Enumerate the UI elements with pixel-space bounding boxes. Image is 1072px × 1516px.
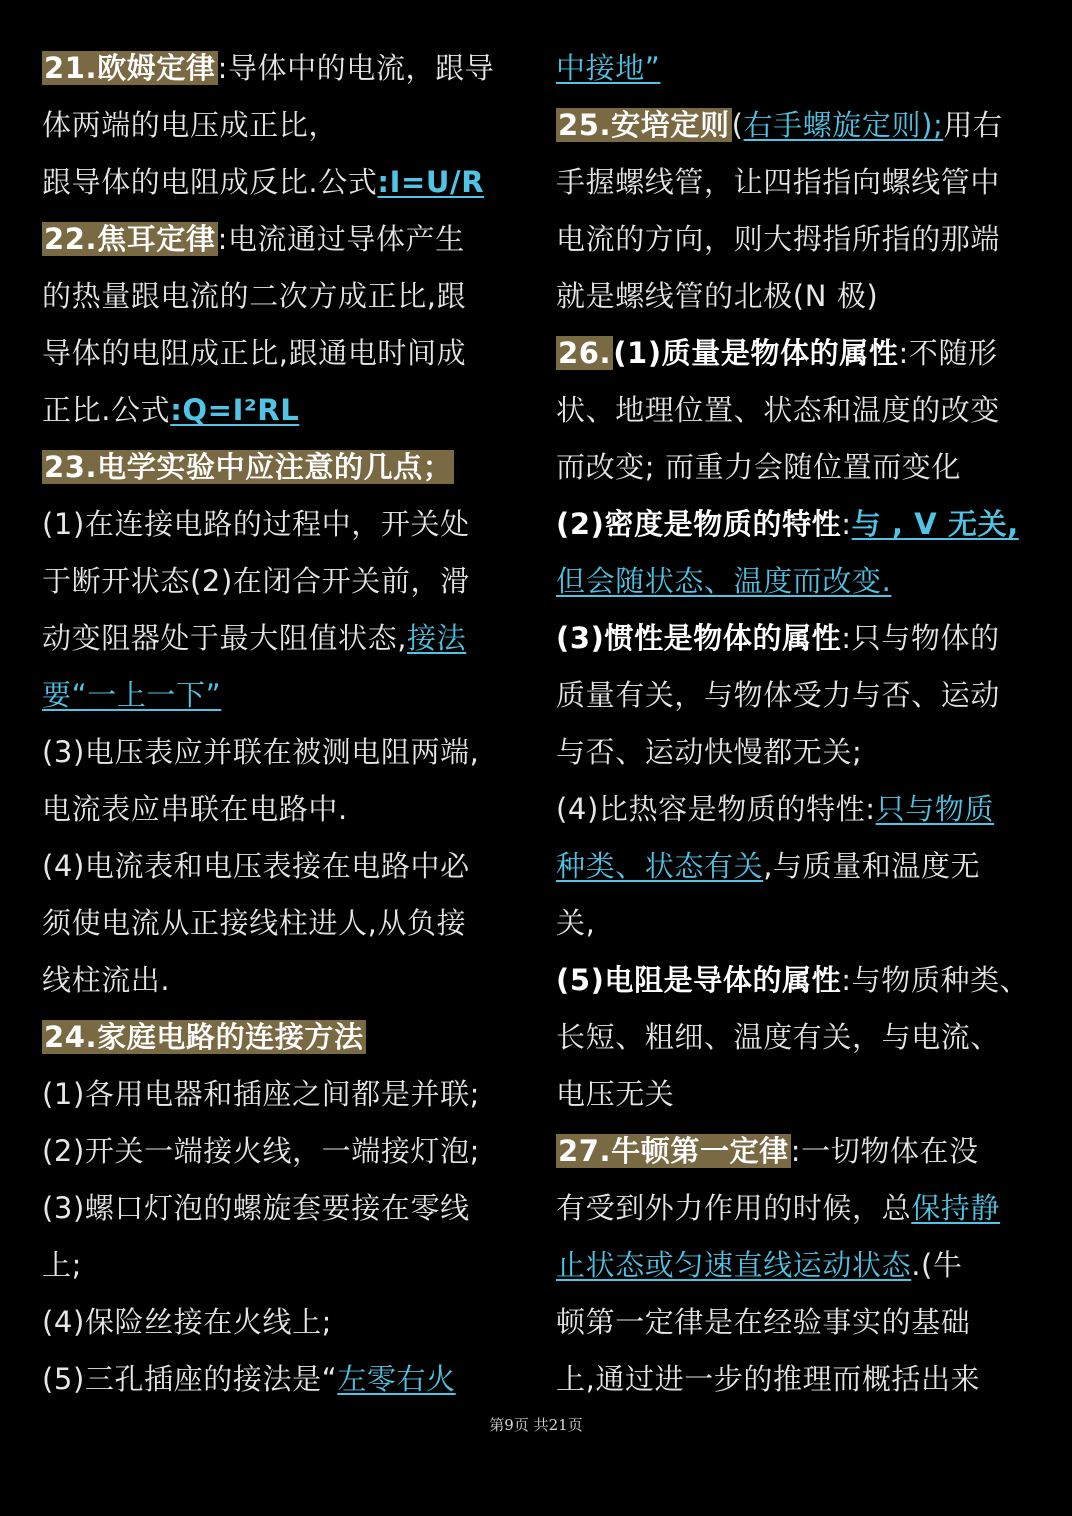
ohm-formula: :I=U/R <box>377 165 485 199</box>
bold-text: (1)质量是物体的属性 <box>613 336 899 370</box>
text: 动变阻器处于最大阻值状态, <box>42 621 408 655</box>
page-number: 第9页 共21页 <box>489 1416 583 1434</box>
text: :电流通过导体产生 <box>217 222 465 256</box>
text: 跟导体的电阻成反比.公式 <box>42 165 378 199</box>
text: :不随形 <box>898 336 998 370</box>
section-21-line-2: 体两端的电压成正比， <box>42 108 339 142</box>
section-26-line-8: 与否、运动快慢都无关; <box>556 735 863 769</box>
section-26-line-6 <box>556 610 1052 667</box>
text: :与物质种类、 <box>841 963 1030 997</box>
joule-formula: :Q=I²RL <box>170 393 300 427</box>
text: ,与质量和温度无 <box>763 849 981 883</box>
section-26-heading: 26. <box>558 336 612 370</box>
bold-text: (5)电阻是导体的属性 <box>556 963 842 997</box>
section-22-line-2: 的热量跟电流的二次方成正比,跟 <box>42 279 467 313</box>
section-25-line-3: 电流的方向，则大拇指所指的那端 <box>556 222 1001 256</box>
section-25-line-1 <box>556 97 1052 154</box>
section-26-line-12 <box>556 952 1052 1009</box>
section-27-line-2 <box>556 1180 1052 1237</box>
underlined-text: 保持静 <box>911 1191 1001 1225</box>
section-24-heading: 24.家庭电路的连接方法 <box>44 1020 364 1054</box>
bold-text: (3)惯性是物体的属性 <box>556 621 842 655</box>
section-24-cont-line <box>556 40 1052 97</box>
text: .(牛 <box>911 1248 963 1282</box>
section-23-line-9: 须使电流从正接线柱进人,从负接 <box>42 906 467 940</box>
underlined-text: 中接地” <box>556 51 661 85</box>
section-23-line-8: (4)电流表和电压表接在电路中必 <box>42 849 470 883</box>
section-21-line-3 <box>42 154 520 211</box>
section-27-line-3 <box>556 1237 1052 1294</box>
section-27-line-4: 顿第一定律是在经验事实的基础 <box>556 1305 971 1339</box>
section-21-heading: 21.欧姆定律 <box>44 51 216 85</box>
text: :一切物体在没 <box>790 1134 979 1168</box>
section-26-line-1 <box>556 325 1052 382</box>
section-24-line-3: (2)开关一端接火线，一端接灯泡; <box>42 1134 481 1168</box>
underlined-text: 左零右火 <box>337 1362 456 1396</box>
section-26-line-4 <box>556 496 1052 553</box>
section-24-line-6: (4)保险丝接在火线上; <box>42 1305 333 1339</box>
section-24-line-1 <box>42 1009 520 1066</box>
section-23-line-10: 线柱流出. <box>42 963 171 997</box>
section-24-line-2: (1)各用电器和插座之间都是并联; <box>42 1077 481 1111</box>
underlined-text: 只与物质 <box>875 792 995 826</box>
text: :只与物体的 <box>841 621 1000 655</box>
section-23-line-5 <box>42 667 520 724</box>
section-22-heading: 22.焦耳定律 <box>44 222 216 256</box>
section-24-line-5: 上; <box>42 1248 82 1282</box>
underlined-text: 种类、状态有关 <box>556 849 764 883</box>
section-24-line-4: (3)螺口灯泡的螺旋套要接在零线 <box>42 1191 470 1225</box>
section-27-line-5: 上,通过进一步的推理而概括出来 <box>556 1362 981 1396</box>
text: ( <box>731 108 744 142</box>
section-23-line-7: 电流表应串联在电路中. <box>42 792 348 826</box>
right-column <box>556 40 1052 1408</box>
section-23-heading: 23.电学实验中应注意的几点； <box>44 450 453 484</box>
section-26-line-7: 质量有关，与物体受力与否、运动 <box>556 678 1001 712</box>
section-27-line-1 <box>556 1123 1052 1180</box>
section-27-heading: 27.牛顿第一定律 <box>558 1134 789 1168</box>
section-22-line-4 <box>42 382 520 439</box>
section-22-line-1 <box>42 211 520 268</box>
section-26-line-14: 电压无关 <box>556 1077 675 1111</box>
underlined-text: 右手螺旋定则); <box>743 108 944 142</box>
text: :导体中的电流，跟导 <box>217 51 495 85</box>
text: 用右 <box>943 108 1003 142</box>
underlined-text: 与 , V 无关, <box>851 507 1019 541</box>
left-column <box>42 40 520 1408</box>
text: 正比.公式 <box>42 393 171 427</box>
section-26-line-9 <box>556 781 1052 838</box>
underlined-text: 止状态或匀速直线运动状态 <box>556 1248 912 1282</box>
section-24-line-7 <box>42 1351 520 1408</box>
section-26-line-13: 长短、粗细、温度有关，与电流、 <box>556 1020 1001 1054</box>
section-26-line-11: 关, <box>556 906 596 940</box>
underlined-text: 但会随状态、温度而改变. <box>556 564 892 598</box>
section-23-line-6: (3)电压表应并联在被测电阻两端, <box>42 735 480 769</box>
section-26-line-2: 状、地理位置、状态和温度的改变 <box>556 393 1001 427</box>
bold-text: (2)密度是物质的特性 <box>556 507 842 541</box>
section-23-line-1 <box>42 439 520 496</box>
section-23-line-3: 于断开状态(2)在闭合开关前，滑 <box>42 564 470 598</box>
section-26-line-10 <box>556 838 1052 895</box>
text: 有受到外力作用的时候，总 <box>556 1191 912 1225</box>
section-26-line-3: 而改变; 而重力会随位置而变化 <box>556 450 961 484</box>
section-23-line-4 <box>42 610 520 667</box>
section-25-line-2: 手握螺线管，让四指指向螺线管中 <box>556 165 1001 199</box>
section-25-heading: 25.安培定则 <box>558 108 730 142</box>
section-23-line-2: (1)在连接电路的过程中，开关处 <box>42 507 470 541</box>
section-26-line-5 <box>556 553 1052 610</box>
section-22-line-3: 导体的电阻成正比,跟通电时间成 <box>42 336 467 370</box>
text: (4)比热容是物质的特性: <box>556 792 876 826</box>
section-21-line-1 <box>42 40 520 97</box>
section-25-line-4: 就是螺线管的北极(N 极) <box>556 279 879 313</box>
underlined-text: 接法 <box>407 621 467 655</box>
underlined-text: 要“一上一下” <box>42 678 222 712</box>
text: (5)三孔插座的接法是“ <box>42 1362 338 1396</box>
text: : <box>841 507 852 541</box>
